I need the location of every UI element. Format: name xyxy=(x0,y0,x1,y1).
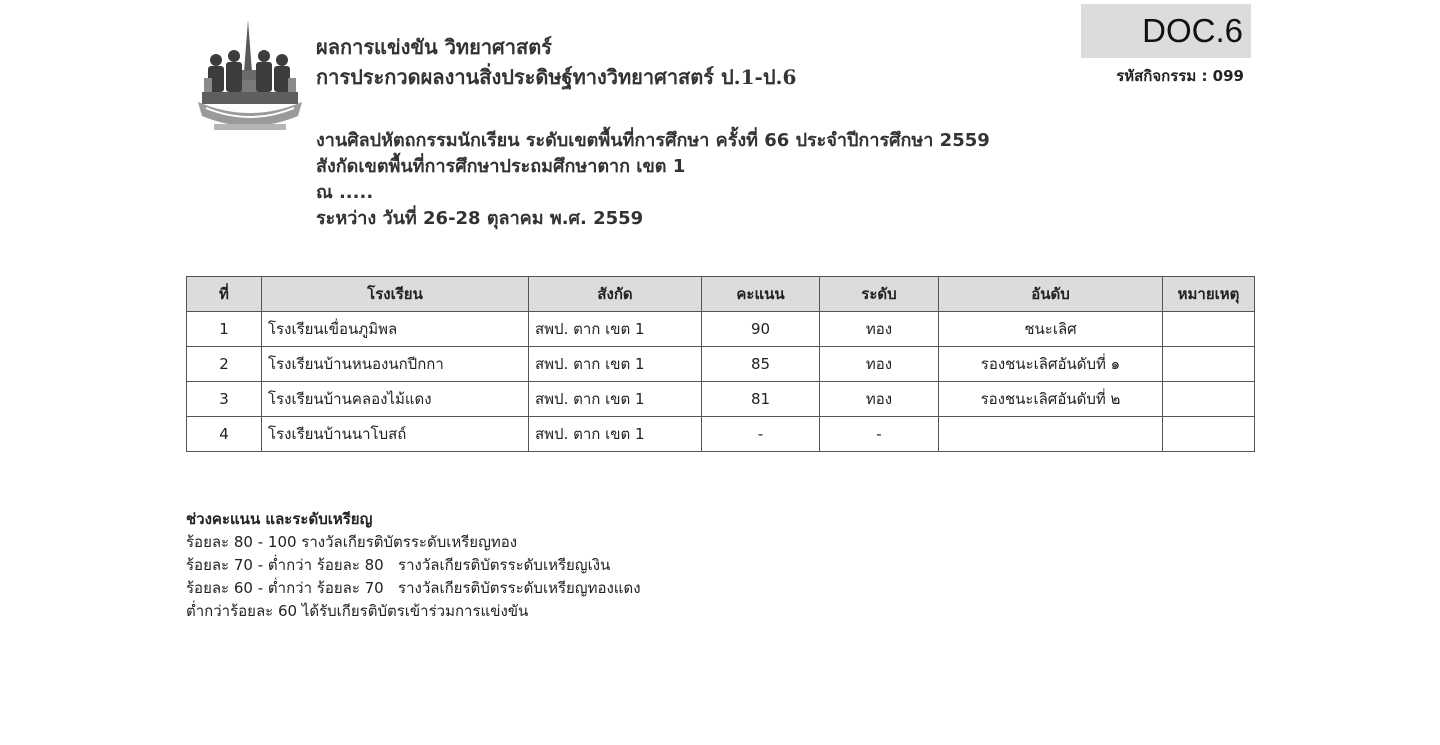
page-subtitle: การประกวดผลงานสิ่งประดิษฐ์ทางวิทยาศาสตร์ ป.1-ป.6 xyxy=(316,65,797,89)
score-legend-title: ช่วงคะแนน และระดับเหรียญ xyxy=(186,510,373,528)
cell-remarks xyxy=(1163,312,1255,347)
cell-number: 4 xyxy=(187,417,262,452)
cell-affiliation: สพป. ตาก เขต 1 xyxy=(529,312,702,347)
column-header-score: คะแนน xyxy=(702,277,820,312)
cell-rank: ชนะเลิศ xyxy=(939,312,1163,347)
score-legend-line: ต่ำกว่าร้อยละ 60 ได้รับเกียรติบัตรเข้าร่วมการแข่งขัน xyxy=(186,602,529,620)
cell-rank: รองชนะเลิศอันดับที่ ๑ xyxy=(939,347,1163,382)
column-header-rank: อันดับ xyxy=(939,277,1163,312)
column-header-remarks: หมายเหตุ xyxy=(1163,277,1255,312)
column-header-affiliation: สังกัด xyxy=(529,277,702,312)
cell-school: โรงเรียนบ้านนาโบสถ์ xyxy=(262,417,529,452)
cell-score: - xyxy=(702,417,820,452)
cell-number: 3 xyxy=(187,382,262,417)
column-header-school: โรงเรียน xyxy=(262,277,529,312)
cell-score: 85 xyxy=(702,347,820,382)
cell-number: 2 xyxy=(187,347,262,382)
temple-emblem-logo xyxy=(194,12,306,162)
score-legend-line: ร้อยละ 80 - 100 รางวัลเกียรติบัตรระดับเหรียญทอง xyxy=(186,533,518,551)
table-header-row xyxy=(187,277,1255,312)
cell-affiliation: สพป. ตาก เขต 1 xyxy=(529,417,702,452)
cell-affiliation: สพป. ตาก เขต 1 xyxy=(529,382,702,417)
doc-code-badge: DOC.6 xyxy=(1081,4,1251,58)
event-info xyxy=(316,128,990,232)
score-legend-line: ร้อยละ 70 - ต่ำกว่า ร้อยละ 80 รางวัลเกียรติบัตรระดับเหรียญเงิน xyxy=(186,556,611,574)
cell-affiliation: สพป. ตาก เขต 1 xyxy=(529,347,702,382)
title-block xyxy=(316,32,796,92)
activity-code: รหัสกิจกรรม : 099 xyxy=(1116,67,1244,85)
event-name: งานศิลปหัตถกรรมนักเรียน ระดับเขตพื้นที่การศึกษา ครั้งที่ 66 ประจำปีการศึกษา 2559 xyxy=(316,130,990,151)
table-row xyxy=(187,417,1255,452)
cell-score: 90 xyxy=(702,312,820,347)
event-dates: ระหว่าง วันที่ 26-28 ตุลาคม พ.ศ. 2559 xyxy=(316,208,644,229)
cell-school: โรงเรียนบ้านหนองนกปีกกา xyxy=(262,347,529,382)
cell-score: 81 xyxy=(702,382,820,417)
column-header-level: ระดับ xyxy=(820,277,939,312)
event-venue: ณ ..... xyxy=(316,182,374,203)
cell-level: - xyxy=(820,417,939,452)
cell-number: 1 xyxy=(187,312,262,347)
cell-level: ทอง xyxy=(820,312,939,347)
cell-level: ทอง xyxy=(820,382,939,417)
cell-school: โรงเรียนเขื่อนภูมิพล xyxy=(262,312,529,347)
table-row xyxy=(187,347,1255,382)
column-header-number: ที่ xyxy=(187,277,262,312)
score-legend-line: ร้อยละ 60 - ต่ำกว่า ร้อยละ 70 รางวัลเกียรติบัตรระดับเหรียญทองแดง xyxy=(186,579,641,597)
event-affiliation: สังกัดเขตพื้นที่การศึกษาประถมศึกษาตาก เขต 1 xyxy=(316,156,686,177)
score-legend xyxy=(186,508,641,623)
cell-rank: รองชนะเลิศอันดับที่ ๒ xyxy=(939,382,1163,417)
table-row xyxy=(187,382,1255,417)
cell-rank xyxy=(939,417,1163,452)
cell-school: โรงเรียนบ้านคลองไม้แดง xyxy=(262,382,529,417)
results-table xyxy=(186,276,1255,452)
cell-remarks xyxy=(1163,347,1255,382)
page-title: ผลการแข่งขัน วิทยาศาสตร์ xyxy=(316,35,552,59)
cell-remarks xyxy=(1163,382,1255,417)
table-row xyxy=(187,312,1255,347)
cell-remarks xyxy=(1163,417,1255,452)
cell-level: ทอง xyxy=(820,347,939,382)
